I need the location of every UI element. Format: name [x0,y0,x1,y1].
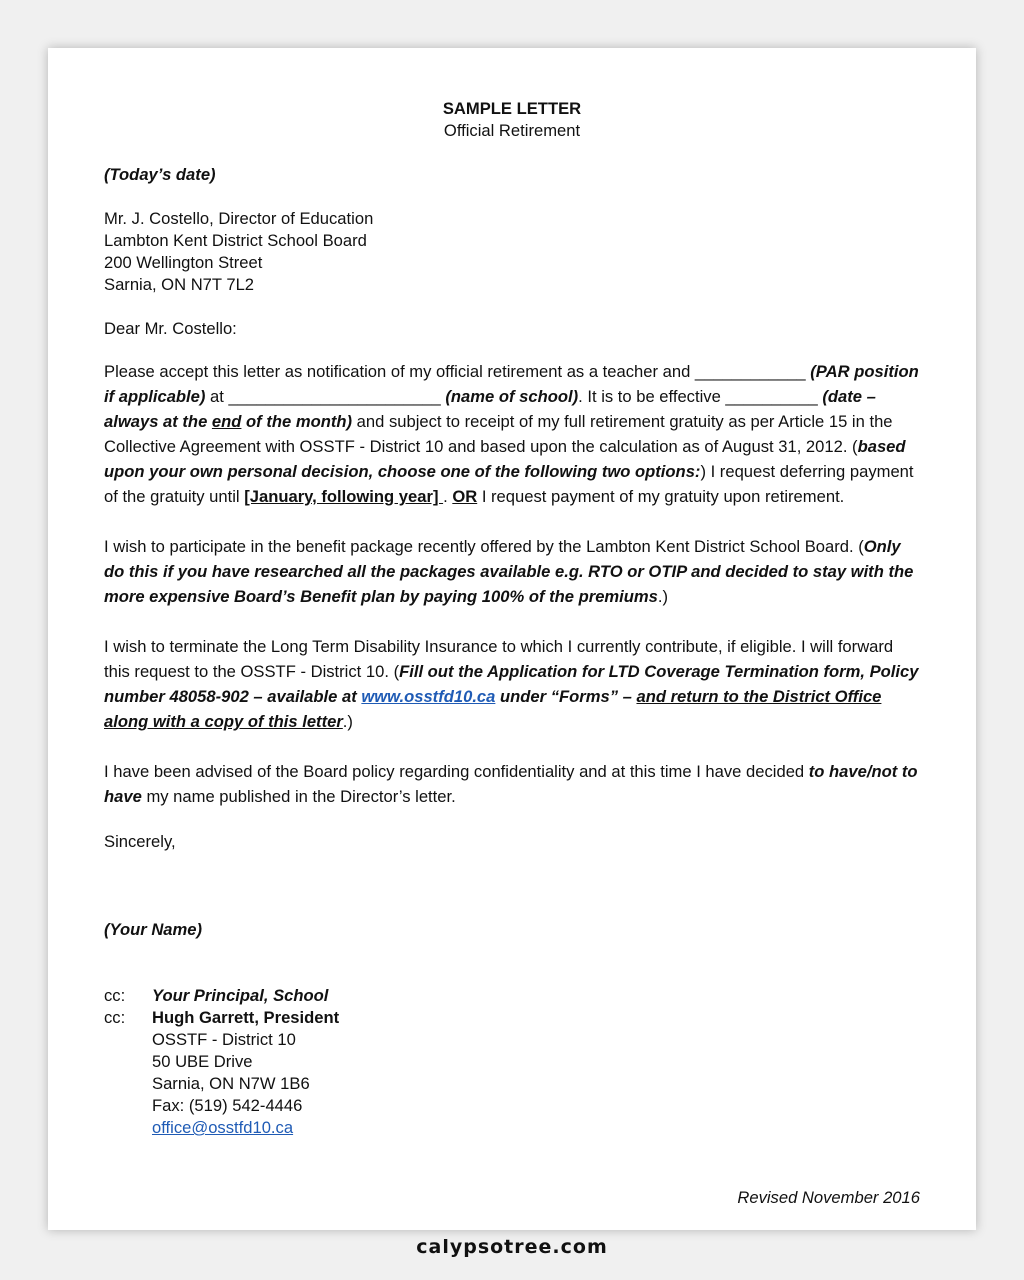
letter-title: SAMPLE LETTER [442,99,582,118]
cc-label: cc: [104,1008,126,1027]
recipient-line: 200 Wellington Street [104,253,263,272]
text: ) I request deferring payment of the gratuity until [104,462,914,506]
letter-page [48,48,976,1230]
text: under “Forms” – [495,687,637,706]
recipient-address [104,208,920,296]
paragraph-retirement [104,359,920,509]
salutation: Dear Mr. Costello: [104,319,237,338]
paragraph-benefits [104,534,920,609]
cc-value: Your Principal, School [152,986,329,1005]
address-line: 50 UBE Drive [152,1052,253,1071]
closing: Sincerely, [104,832,176,851]
text: Please accept this letter as notification of my official retirement as a teacher and ____________ [104,362,811,381]
text: [January, following year] [244,487,444,506]
address-line: Sarnia, ON N7W 1B6 [152,1074,310,1093]
paragraph-confidentiality [104,759,920,809]
letter-content [104,98,920,1207]
text: of the month) [241,412,353,431]
site-watermark: calypsotree.com [416,1236,608,1258]
text: I request payment of my gratuity upon retirement. [477,487,845,506]
text: (PAR position if applicable) [104,362,919,406]
cc-row [104,985,920,1007]
text: I have been advised of the Board policy regarding confidentiality and at this time I have decided [104,762,809,781]
address-line: OSSTF - District 10 [152,1030,296,1049]
text: Fill out the Application for LTD Coverage Termination form, Policy number 48058-902 – available at [104,662,919,706]
text: . It is to be effective __________ [578,387,823,406]
text: (date – always at the [104,387,876,431]
recipient-line: Sarnia, ON N7T 7L2 [104,275,255,294]
text: my name published in the Director’s letter. [141,787,456,806]
title-block [104,98,920,142]
date-placeholder: (Today’s date) [104,165,216,184]
revised-date: Revised November 2016 [737,1188,920,1207]
text: to have/not to have [104,762,918,806]
text: based upon your own personal decision, choose one of the following two options: [104,437,906,481]
osstf-website-link[interactable]: www.osstfd10.ca [361,687,496,706]
paragraph-ltd [104,634,920,734]
recipient-line: Lambton Kent District School Board [104,231,367,250]
text: end [211,412,242,431]
your-name-placeholder: (Your Name) [104,920,203,939]
osstf-address [104,1029,920,1139]
cc-value: Hugh Garrett, President [152,1008,340,1027]
text: I wish to terminate the Long Term Disability Insurance to which I currently contribute, if eligible. I will forward this request to the OSSTF - District 10. ( [104,637,894,681]
fax-line: Fax: (519) 542-4446 [152,1096,303,1115]
email-link[interactable]: office@osstfd10.ca [152,1118,294,1137]
text: and return to the District Office along with a copy of this letter [104,687,882,731]
text: . [443,487,453,506]
text: (name of school) [445,387,579,406]
text: .) [657,587,669,606]
cc-block [104,985,920,1139]
recipient-line: Mr. J. Costello, Director of Education [104,209,374,228]
cc-label: cc: [104,986,126,1005]
text: and subject to receipt of my full retirement gratuity as per Article 15 in the Collective Agreement with OSSTF - District 10 and based upon the calculation as of August 31, 2012. ( [104,412,893,456]
letter-subtitle: Official Retirement [443,121,581,140]
text: OR [452,487,478,506]
text: at _______________________ [205,387,446,406]
cc-row [104,1007,920,1029]
text: Only do this if you have researched all the packages available e.g. RTO or OTIP and decided to stay with the more expensive Board’s Benefit plan by paying 100% of the premiums [104,537,914,606]
text: I wish to participate in the benefit package recently offered by the Lambton Kent District School Board. ( [104,537,864,556]
text: .) [342,712,353,731]
